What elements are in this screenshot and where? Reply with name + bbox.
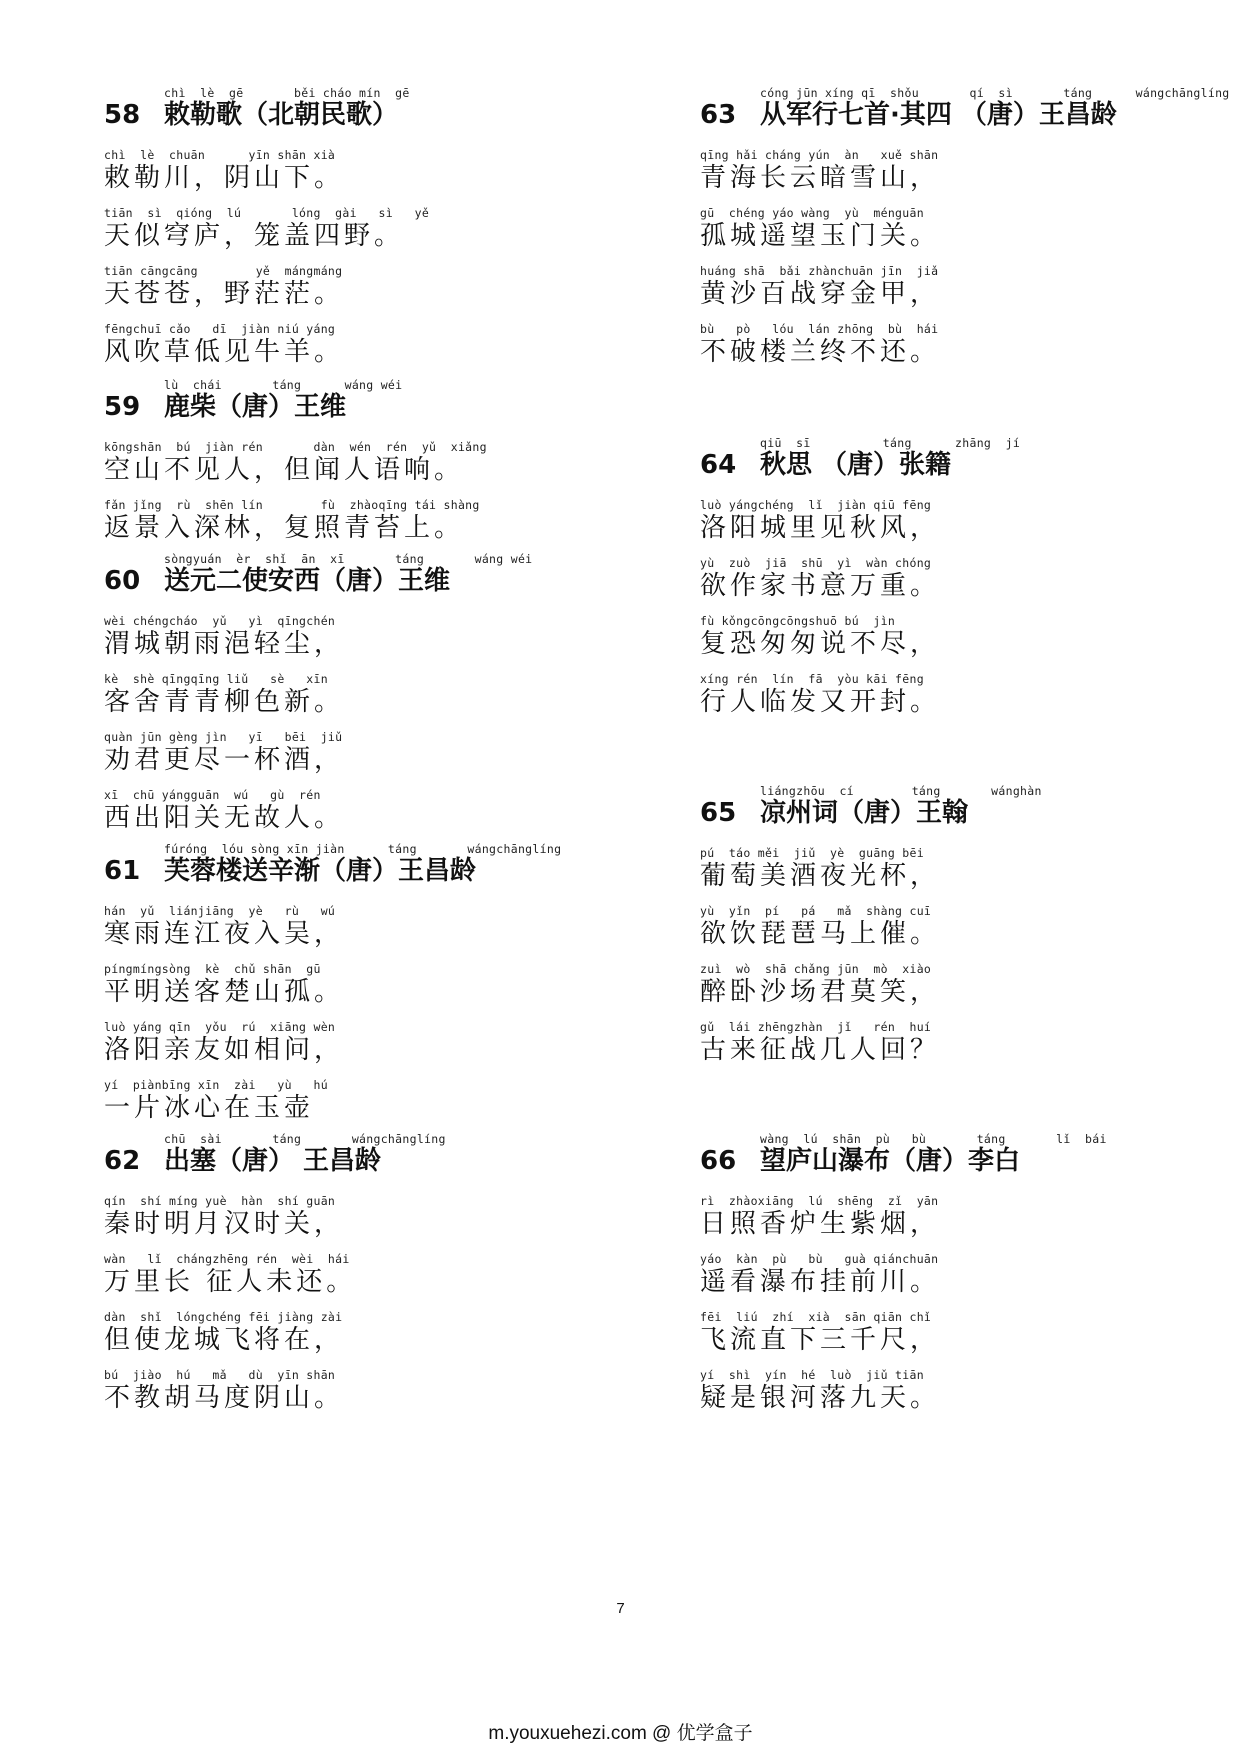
line-pinyin: yù yǐn pí pá mǎ shàng cuī xyxy=(700,904,932,918)
poem-title xyxy=(700,1146,1020,1176)
line-pinyin: tiān cāngcāng yě mángmáng xyxy=(104,264,343,278)
poem-line xyxy=(104,206,664,251)
line-text: 万里长 征人未还。 xyxy=(104,1267,357,1297)
poem-number: 65 xyxy=(700,798,737,828)
poem-title xyxy=(104,100,398,130)
line-text: 日照香炉生紫烟， xyxy=(700,1209,941,1239)
line-text: 古来征战几人回？ xyxy=(700,1035,941,1065)
poem-line xyxy=(700,672,1241,717)
line-pinyin: wàn lǐ chángzhēng rén wèi hái xyxy=(104,1252,350,1266)
line-pinyin: fēngchuī cǎo dī jiàn niú yáng xyxy=(104,322,336,336)
poem-line xyxy=(104,904,664,949)
poem-number: 66 xyxy=(700,1146,737,1176)
poem-title-pinyin: sòngyuán èr shǐ ān xī táng wáng wéi xyxy=(164,552,533,566)
line-pinyin: tiān sì qióng lú lóng gài sì yě xyxy=(104,206,430,220)
poem-line xyxy=(104,730,664,775)
line-pinyin: píngmíngsòng kè chǔ shān gū xyxy=(104,962,321,976)
line-text: 西出阳关无故人。 xyxy=(104,803,345,833)
poem-line xyxy=(700,322,1241,367)
line-pinyin: yáo kàn pù bù guà qiánchuān xyxy=(700,1252,939,1266)
line-text: 敕勒川，阴山下。 xyxy=(104,163,345,193)
line-text: 风吹草低见牛羊。 xyxy=(104,337,345,367)
poem-number: 61 xyxy=(104,856,141,886)
poem-line xyxy=(104,498,664,543)
line-pinyin: huáng shā bǎi zhànchuān jīn jiǎ xyxy=(700,264,939,278)
poem-title xyxy=(104,1146,381,1176)
page-number: 7 xyxy=(616,1600,625,1617)
poem-line xyxy=(104,322,664,367)
line-text: 醉卧沙场君莫笑， xyxy=(700,977,941,1007)
line-pinyin: xī chū yángguān wú gù rén xyxy=(104,788,321,802)
line-text: 一片冰心在玉壶 xyxy=(104,1093,315,1123)
line-text: 天似穹庐，笼盖四野。 xyxy=(104,221,405,251)
poem-line xyxy=(700,1252,1241,1297)
line-text: 平明送客楚山孤。 xyxy=(104,977,345,1007)
line-pinyin: hán yǔ liánjiāng yè rù wú xyxy=(104,904,336,918)
poem-title-pinyin: chì lè gē běi cháo mín gē xyxy=(164,86,410,100)
footer-watermark: m.youxuehezi.com @ 优学盒子 xyxy=(488,1723,753,1744)
poem-number: 62 xyxy=(104,1146,141,1176)
poem-title-text: 凉州词（唐）王翰 xyxy=(760,798,969,828)
poem-title-text: 望庐山瀑布（唐）李白 xyxy=(760,1146,1021,1176)
line-text: 飞流直下三千尺， xyxy=(700,1325,941,1355)
line-text: 洛阳城里见秋风， xyxy=(700,513,941,543)
poem-title xyxy=(700,450,951,480)
poem-title-pinyin: lù chái táng wáng wéi xyxy=(164,378,403,392)
poem-line xyxy=(700,1020,1241,1065)
line-text: 欲饮琵琶马上催。 xyxy=(700,919,941,949)
poem-title-pinyin: cóng jūn xíng qī shǒu qí sì táng wángchānglíng xyxy=(760,86,1230,100)
line-pinyin: kè shè qīngqīng liǔ sè xīn xyxy=(104,672,328,686)
line-pinyin: luò yángchéng lǐ jiàn qiū fēng xyxy=(700,498,932,512)
poem-line xyxy=(700,1368,1241,1413)
line-text: 孤城遥望玉门关。 xyxy=(700,221,941,251)
line-pinyin: gū chéng yáo wàng yù ménguān xyxy=(700,206,924,220)
poem-title-pinyin: fúróng lóu sòng xīn jiàn táng wángchānglíng xyxy=(164,842,562,856)
poem-title-text: 出塞（唐） 王昌龄 xyxy=(164,1146,382,1176)
poem-title-text: 敕勒歌（北朝民歌） xyxy=(164,100,399,130)
poem-line xyxy=(104,1020,664,1065)
line-text: 复恐匆匆说不尽， xyxy=(700,629,941,659)
line-pinyin: bú jiào hú mǎ dù yīn shān xyxy=(104,1368,336,1382)
poem-line xyxy=(104,672,664,717)
line-pinyin: gǔ lái zhēngzhàn jǐ rén huí xyxy=(700,1020,932,1034)
line-pinyin: xíng rén lín fā yòu kāi fēng xyxy=(700,672,924,686)
poem-line xyxy=(104,788,664,833)
poem-line xyxy=(104,1194,664,1239)
poem-title xyxy=(104,392,346,422)
line-text: 寒雨连江夜入吴， xyxy=(104,919,345,949)
poem-title-text: 芙蓉楼送辛渐（唐）王昌龄 xyxy=(164,856,477,886)
poem-number: 63 xyxy=(700,100,737,130)
poem-title xyxy=(700,100,1117,130)
line-pinyin: yù zuò jiā shū yì wàn chóng xyxy=(700,556,932,570)
line-text: 不破楼兰终不还。 xyxy=(700,337,941,367)
poem-line xyxy=(700,904,1241,949)
poem-number: 58 xyxy=(104,100,141,130)
poem-number: 64 xyxy=(700,450,737,480)
poem-line xyxy=(104,1310,664,1355)
line-pinyin: qín shí míng yuè hàn shí guān xyxy=(104,1194,336,1208)
line-pinyin: yí piànbīng xīn zài yù hú xyxy=(104,1078,328,1092)
line-pinyin: dàn shǐ lóngchéng fēi jiàng zài xyxy=(104,1310,343,1324)
line-pinyin: fēi liú zhí xià sān qiān chǐ xyxy=(700,1310,932,1324)
poem-line xyxy=(104,264,664,309)
poem-line xyxy=(700,264,1241,309)
line-text: 葡萄美酒夜光杯， xyxy=(700,861,941,891)
poem-line xyxy=(700,206,1241,251)
line-pinyin: wèi chéngcháo yǔ yì qīngchén xyxy=(104,614,336,628)
poem-title-text: 从军行七首·其四 （唐）王昌龄 xyxy=(760,100,1117,130)
poem-title xyxy=(700,798,968,828)
poem-number: 59 xyxy=(104,392,141,422)
line-text: 劝君更尽一杯酒， xyxy=(104,745,345,775)
poem-title-text: 鹿柴（唐）王维 xyxy=(164,392,347,422)
line-pinyin: yí shì yín hé luò jiǔ tiān xyxy=(700,1368,924,1382)
poem-line xyxy=(700,614,1241,659)
line-text: 疑是银河落九天。 xyxy=(700,1383,941,1413)
poem-line xyxy=(700,498,1241,543)
poem-line xyxy=(700,962,1241,1007)
line-pinyin: luò yáng qīn yǒu rú xiāng wèn xyxy=(104,1020,336,1034)
line-text: 不教胡马度阴山。 xyxy=(104,1383,345,1413)
poem-line xyxy=(104,614,664,659)
poem-title-pinyin: chū sài táng wángchānglíng xyxy=(164,1132,446,1146)
poem-line xyxy=(700,148,1241,193)
line-pinyin: qīng hǎi cháng yún àn xuě shān xyxy=(700,148,939,162)
line-pinyin: fù kǒngcōngcōngshuō bú jìn xyxy=(700,614,896,628)
poem-line xyxy=(104,440,664,485)
poem-title-text: 送元二使安西（唐）王维 xyxy=(164,566,451,596)
line-text: 黄沙百战穿金甲， xyxy=(700,279,941,309)
line-pinyin: pú táo měi jiǔ yè guāng bēi xyxy=(700,846,924,860)
line-pinyin: rì zhàoxiāng lú shēng zǐ yān xyxy=(700,1194,939,1208)
poem-title xyxy=(104,566,450,596)
poem-title xyxy=(104,856,476,886)
line-pinyin: zuì wò shā chǎng jūn mò xiào xyxy=(700,962,932,976)
line-pinyin: bù pò lóu lán zhōng bù hái xyxy=(700,322,939,336)
line-pinyin: fǎn jǐng rù shēn lín fù zhàoqīng tái shàng xyxy=(104,498,480,512)
line-text: 遥看瀑布挂前川。 xyxy=(700,1267,941,1297)
poem-title-pinyin: qiū sī táng zhāng jí xyxy=(760,436,1021,450)
line-text: 欲作家书意万重。 xyxy=(700,571,941,601)
line-text: 秦时明月汉时关， xyxy=(104,1209,345,1239)
poem-line xyxy=(700,1194,1241,1239)
line-text: 客舍青青柳色新。 xyxy=(104,687,345,717)
poem-line xyxy=(104,1252,664,1297)
line-text: 空山不见人，但闻人语响。 xyxy=(104,455,465,485)
poem-line xyxy=(104,148,664,193)
line-text: 天苍苍，野茫茫。 xyxy=(104,279,345,309)
poem-title-pinyin: wàng lú shān pù bù táng lǐ bái xyxy=(760,1132,1107,1146)
poem-title-text: 秋思 （唐）张籍 xyxy=(760,450,952,480)
line-text: 行人临发又开封。 xyxy=(700,687,941,717)
line-text: 渭城朝雨浥轻尘， xyxy=(104,629,345,659)
line-pinyin: chì lè chuān yīn shān xià xyxy=(104,148,336,162)
line-text: 青海长云暗雪山， xyxy=(700,163,941,193)
line-pinyin: kōngshān bú jiàn rén dàn wén rén yǔ xiǎng xyxy=(104,440,487,454)
poem-title-pinyin: liángzhōu cí táng wánghàn xyxy=(760,784,1042,798)
line-pinyin: quàn jūn gèng jìn yī bēi jiǔ xyxy=(104,730,343,744)
poem-line xyxy=(104,1368,664,1413)
poem-line xyxy=(700,556,1241,601)
line-text: 洛阳亲友如相问， xyxy=(104,1035,345,1065)
poem-line xyxy=(104,1078,664,1123)
poem-line xyxy=(700,846,1241,891)
poem-line xyxy=(104,962,664,1007)
line-text: 返景入深林，复照青苔上。 xyxy=(104,513,465,543)
line-text: 但使龙城飞将在， xyxy=(104,1325,345,1355)
poem-line xyxy=(700,1310,1241,1355)
poem-number: 60 xyxy=(104,566,141,596)
